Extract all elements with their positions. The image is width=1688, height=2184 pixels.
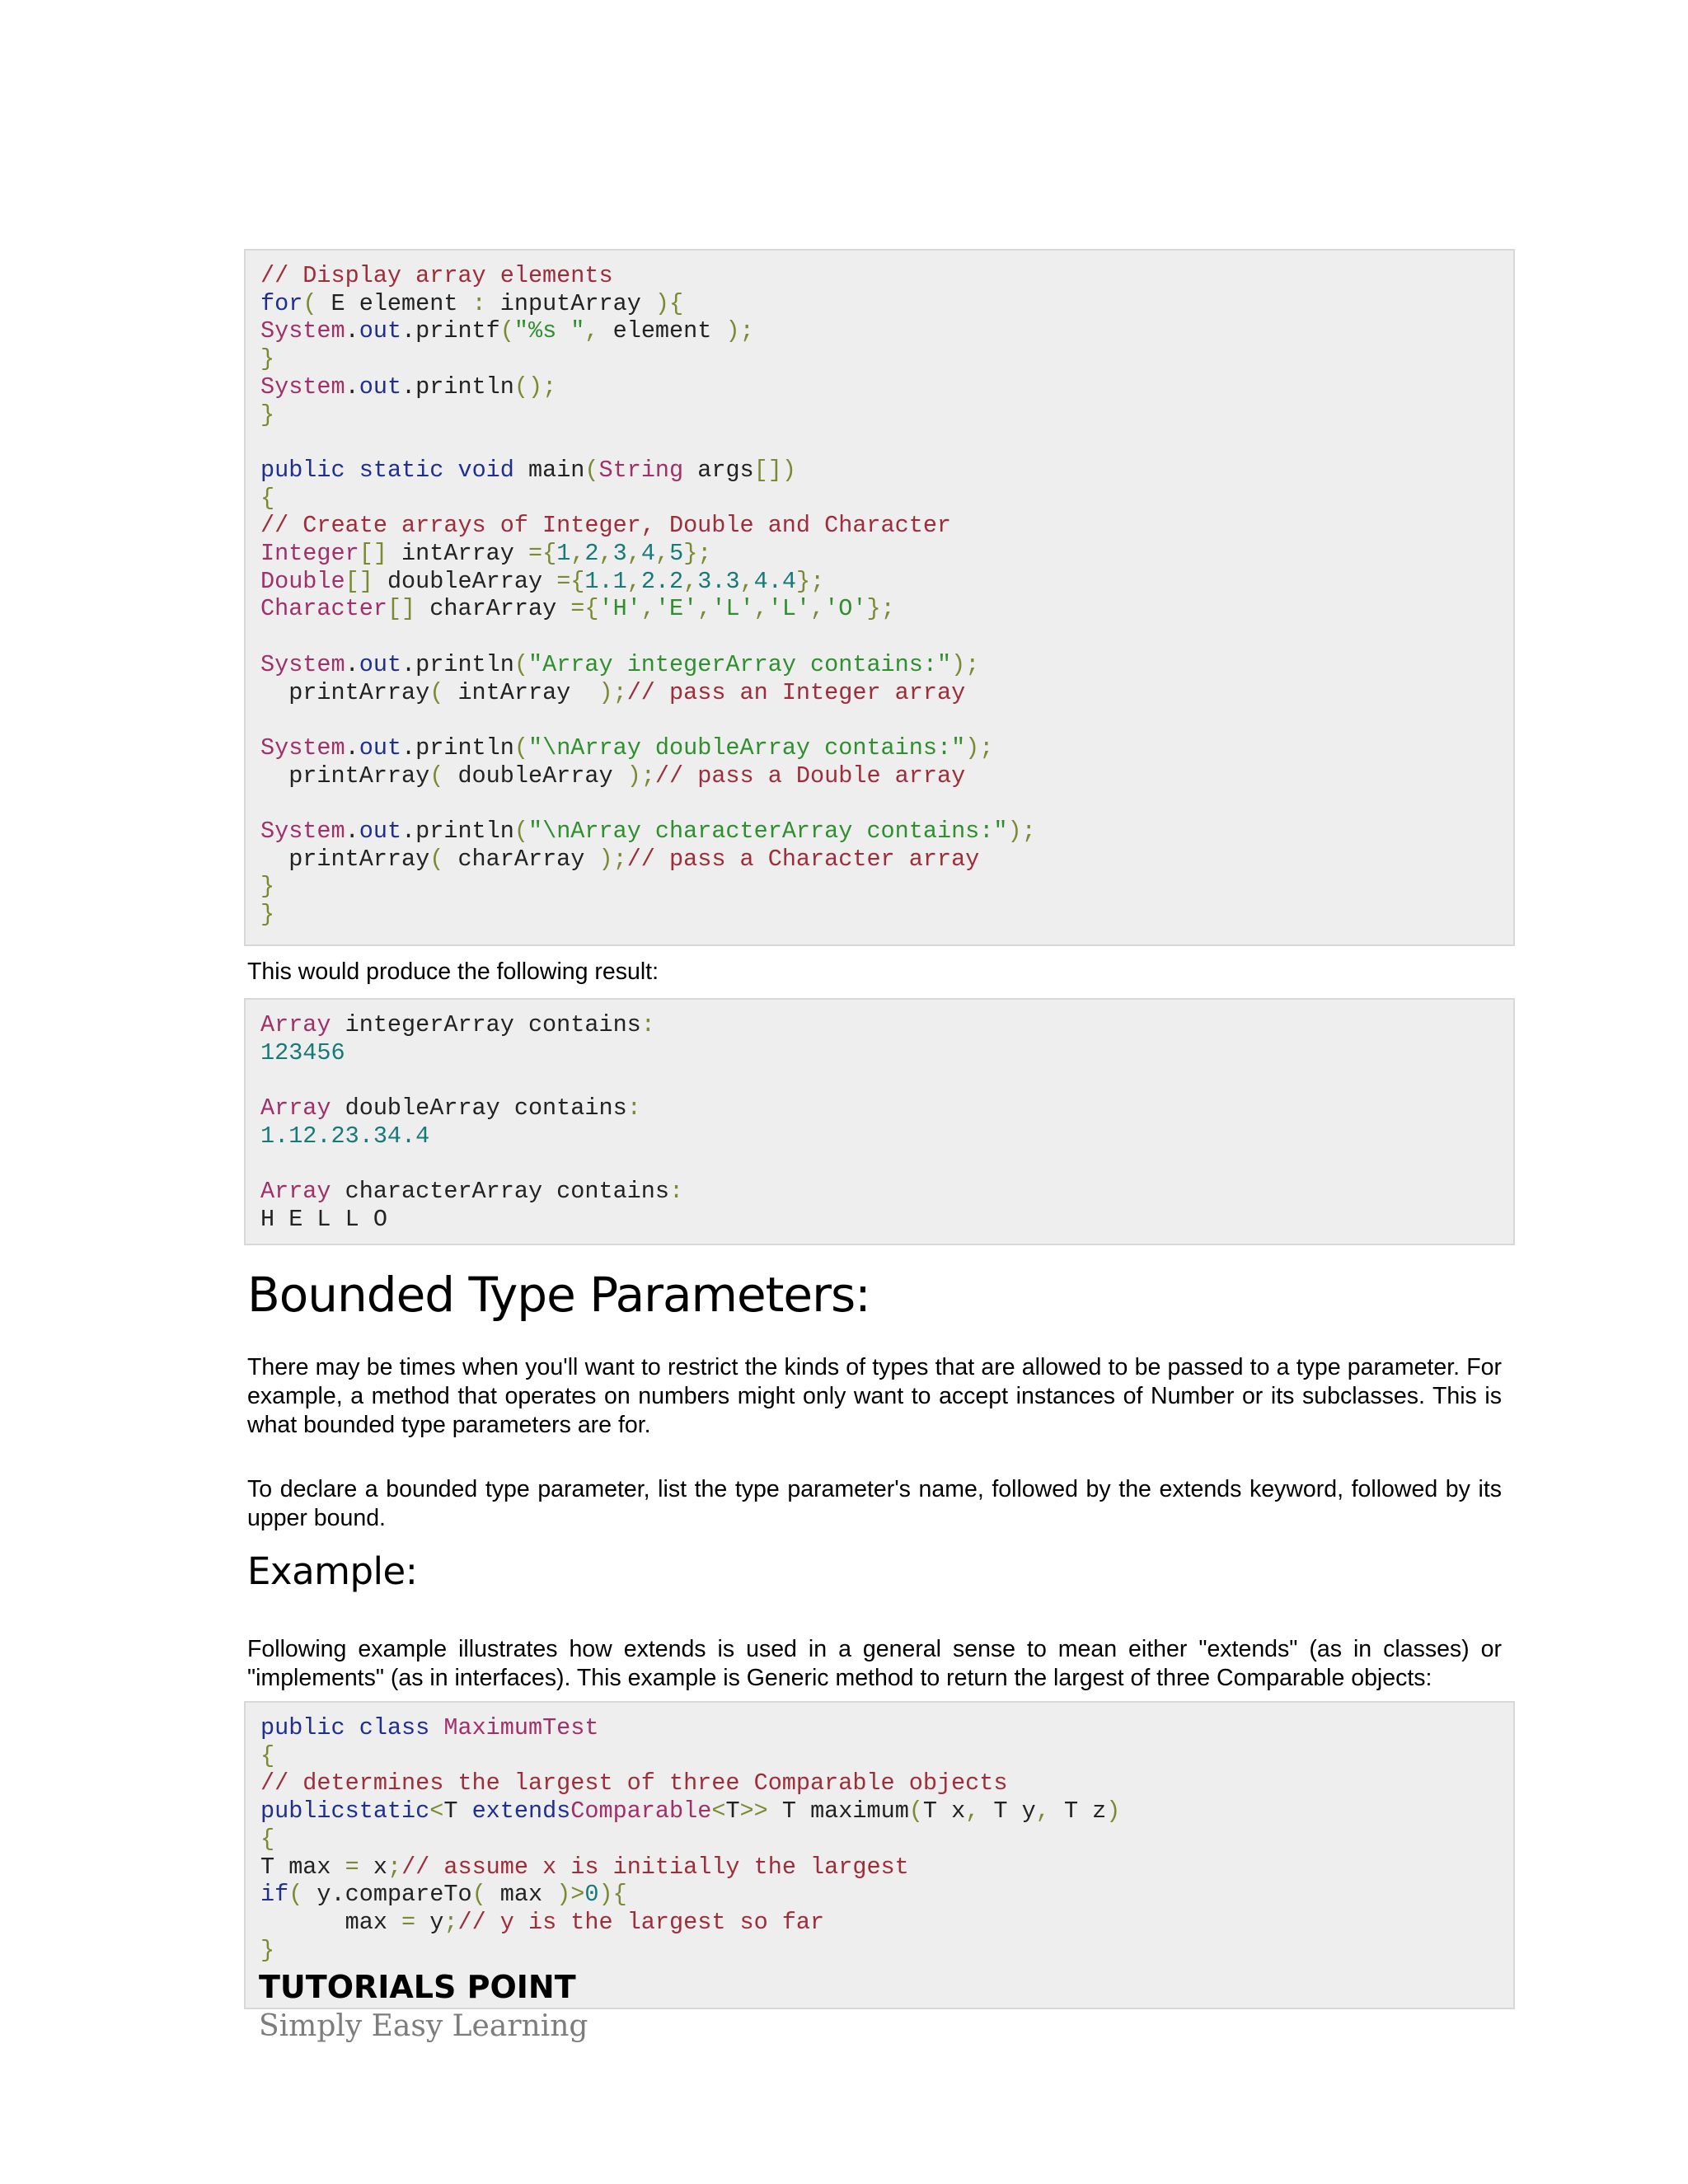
output-line: 123456 xyxy=(260,1038,345,1066)
code-line: // Create arrays of Integer, Double and Character xyxy=(260,512,952,540)
code-line: { xyxy=(260,1825,275,1853)
output-line xyxy=(260,1151,1498,1179)
code-line: { xyxy=(260,484,275,512)
paragraph-1: There may be times when you'll want to restrict the kinds of types that are allowed to be passed to a type parameter. For example, a method that operates on numbers might only want to accept instances of Number or its subclasses. This is what bounded type parameters are for. xyxy=(247,1354,1502,1438)
example-heading: Example: xyxy=(247,1549,418,1593)
output-line: H E L L O xyxy=(260,1205,387,1233)
footer-tagline: Simply Easy Learning xyxy=(259,2009,588,2043)
code-line: } xyxy=(260,901,275,929)
code-line: public class MaximumTest xyxy=(260,1714,599,1741)
code-line xyxy=(260,706,1498,734)
output-block xyxy=(244,998,1515,1245)
code-block-1-text xyxy=(260,262,1498,929)
code-line: } xyxy=(260,1936,275,1964)
code-line: System.out.printf("%s ", element ); xyxy=(260,317,754,345)
code-line: System.out.println("\nArray doubleArray contains:"); xyxy=(260,733,994,762)
code-line: System.out.println("Array integerArray contains:"); xyxy=(260,650,980,678)
code-line: System.out.println("\nArray characterArray contains:"); xyxy=(260,818,1036,845)
code-block-1 xyxy=(244,249,1515,946)
code-line: if( y.compareTo( max )>0){ xyxy=(260,1881,627,1909)
paragraph-3: Following example illustrates how extends is used in a general sense to mean either "extends" (as in classes) or "implements" (as in interfaces). This example is Generic method to return the largest of three Comparable objects: xyxy=(247,1636,1502,1691)
code-line xyxy=(260,429,1498,457)
output-line xyxy=(260,1066,1498,1094)
section-heading: Bounded Type Parameters: xyxy=(247,1267,870,1323)
code-line xyxy=(260,623,1498,651)
code-line: Character[] charArray ={'H','E','L','L','O'}; xyxy=(260,595,895,623)
code-block-2 xyxy=(244,1701,1515,2009)
code-line: printArray( charArray );// pass a Character array xyxy=(260,845,980,873)
code-block-2-text xyxy=(260,1714,1498,1964)
code-line: publicstatic<T extendsComparable<T>> T maximum(T x, T y, T z) xyxy=(260,1797,1121,1825)
code-line: } xyxy=(260,345,275,373)
code-line: printArray( doubleArray );// pass a Double array xyxy=(260,762,966,790)
output-line: Array characterArray contains: xyxy=(260,1178,684,1206)
output-line: Array integerArray contains: xyxy=(260,1011,655,1038)
result-intro: This would produce the following result: xyxy=(247,958,659,985)
output-block-text xyxy=(260,1011,1498,1234)
code-line: printArray( intArray );// pass an Integer array xyxy=(260,678,966,706)
code-line: // determines the largest of three Comparable objects xyxy=(260,1769,1008,1797)
code-line: Integer[] intArray ={1,2,3,4,5}; xyxy=(260,540,712,568)
code-line: public static void main(String args[]) xyxy=(260,456,796,484)
code-line: } xyxy=(260,873,275,901)
code-line xyxy=(260,790,1498,818)
code-line: max = y;// y is the largest so far xyxy=(260,1908,825,1936)
code-line: T max = x;// assume x is initially the largest xyxy=(260,1853,909,1881)
code-line: { xyxy=(260,1741,275,1769)
code-line: for( E element : inputArray ){ xyxy=(260,289,684,317)
code-line: } xyxy=(260,401,275,429)
output-line: 1.12.23.34.4 xyxy=(260,1122,430,1150)
code-line: // Display array elements xyxy=(260,262,613,289)
paragraph-2: To declare a bounded type parameter, list the type parameter's name, followed by the extends keyword, followed by its upper bound. xyxy=(247,1476,1502,1531)
footer-brand: TUTORIALS POINT xyxy=(259,1969,576,2005)
code-line: Double[] doubleArray ={1.1,2.2,3.3,4.4}; xyxy=(260,567,825,595)
code-line: System.out.println(); xyxy=(260,373,557,401)
output-line: Array doubleArray contains: xyxy=(260,1094,641,1122)
